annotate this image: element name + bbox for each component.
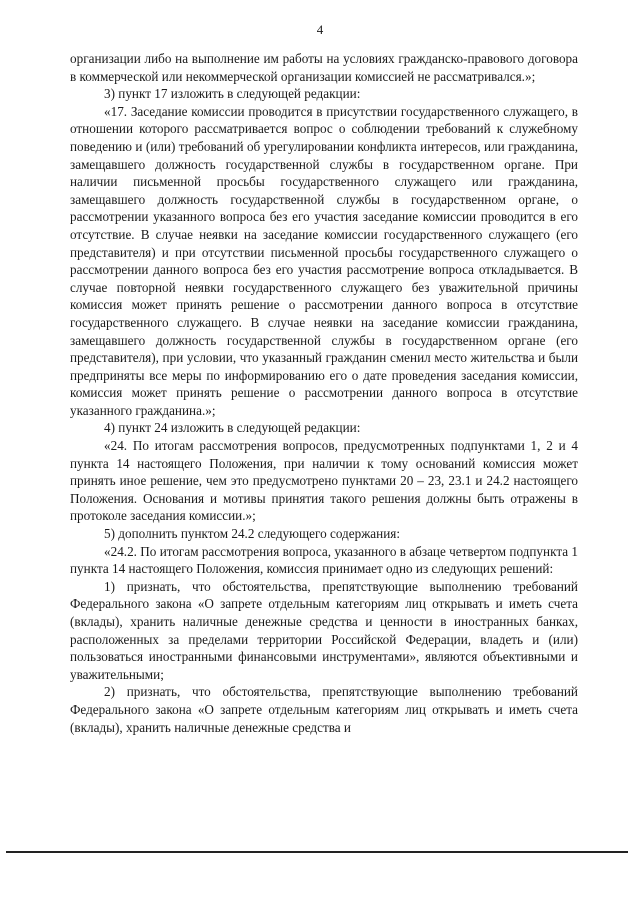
paragraph-continuation: организации либо на выполнение им работы на условиях гражданско-правового договора в коммерческой или некоммерческой организации комиссией не рассматривался.»; — [70, 51, 578, 84]
footer-divider — [6, 851, 628, 853]
paragraph-decision-2: 2) признать, что обстоятельства, препятствующие выполнению требований Федерального закона «О запрете отдельным категориям лиц открывать и иметь счета (вклады), хранить наличные денежные средства и — [70, 684, 578, 735]
paragraph-decision-1: 1) признать, что обстоятельства, препятствующие выполнению требований Федерального закона «О запрете отдельным категориям лиц открывать и иметь счета (вклады), хранить наличные денежные средства и ценности в иностранных банках, расположенных за пределами территории Российской Федерации, владеть и (или) пользоваться иностранными финансовыми инструментами», являются объективными и уважительными; — [70, 578, 578, 682]
document-body — [70, 50, 578, 736]
paragraph-item-4: 4) пункт 24 изложить в следующей редакции: — [104, 420, 361, 436]
paragraph-clause-24: «24. По итогам рассмотрения вопросов, предусмотренных подпунктами 1, 2 и 4 пункта 14 настоящего Положения, при наличии к тому оснований комиссия может принять иное решение, чем это предусмотрено пунктами 20 – 23, 23.1 и 24.2 настоящего Положения. Основания и мотивы принятия такого решения должны быть отражены в протоколе заседания комиссии.»; — [70, 438, 578, 524]
paragraph-clause-24-2: «24.2. По итогам рассмотрения вопроса, указанного в абзаце четвертом подпункта 1 пункта 14 настоящего Положения, комиссия принимает одно из следующих решений: — [70, 543, 578, 577]
paragraph-item-5: 5) дополнить пунктом 24.2 следующего содержания: — [104, 526, 401, 542]
paragraph-item-3: 3) пункт 17 изложить в следующей редакции: — [104, 86, 361, 102]
page-number: 4 — [316, 22, 324, 37]
paragraph-clause-17: «17. Заседание комиссии проводится в присутствии государственного служащего, в отношении которого рассматривается вопрос о соблюдении требований к служебному поведению и (или) требований об урегулировании конфликта интересов, или гражданина, замещавшего должность государственной службы в государственном органе. При наличии письменной просьбы государственного служащего или гражданина, замещавшего должность государственной службы в государственном органе, о рассмотрении указанного вопроса без его участия заседание комиссии проводится в его отсутствие. В случае неявки на заседание комиссии государственного служащего (его представителя) и при отсутствии письменной просьбы государственного служащего о рассмотрении данного вопроса без его участия рассмотрение вопроса откладывается. В случае повторной неявки государственного служащего без уважительной причины комиссия может принять решение о рассмотрении данного вопроса в отсутствие государственного служащего. В случае неявки на заседание комиссии гражданина, замещавшего должность государственной службы в государственном органе (его представителя), при условии, что указанный гражданин сменил место жительства и были предприняты все меры по информированию его о дате проведения заседания комиссии, комиссия может принять решение о рассмотрении данного вопроса в отсутствие указанного гражданина.»; — [70, 103, 578, 418]
